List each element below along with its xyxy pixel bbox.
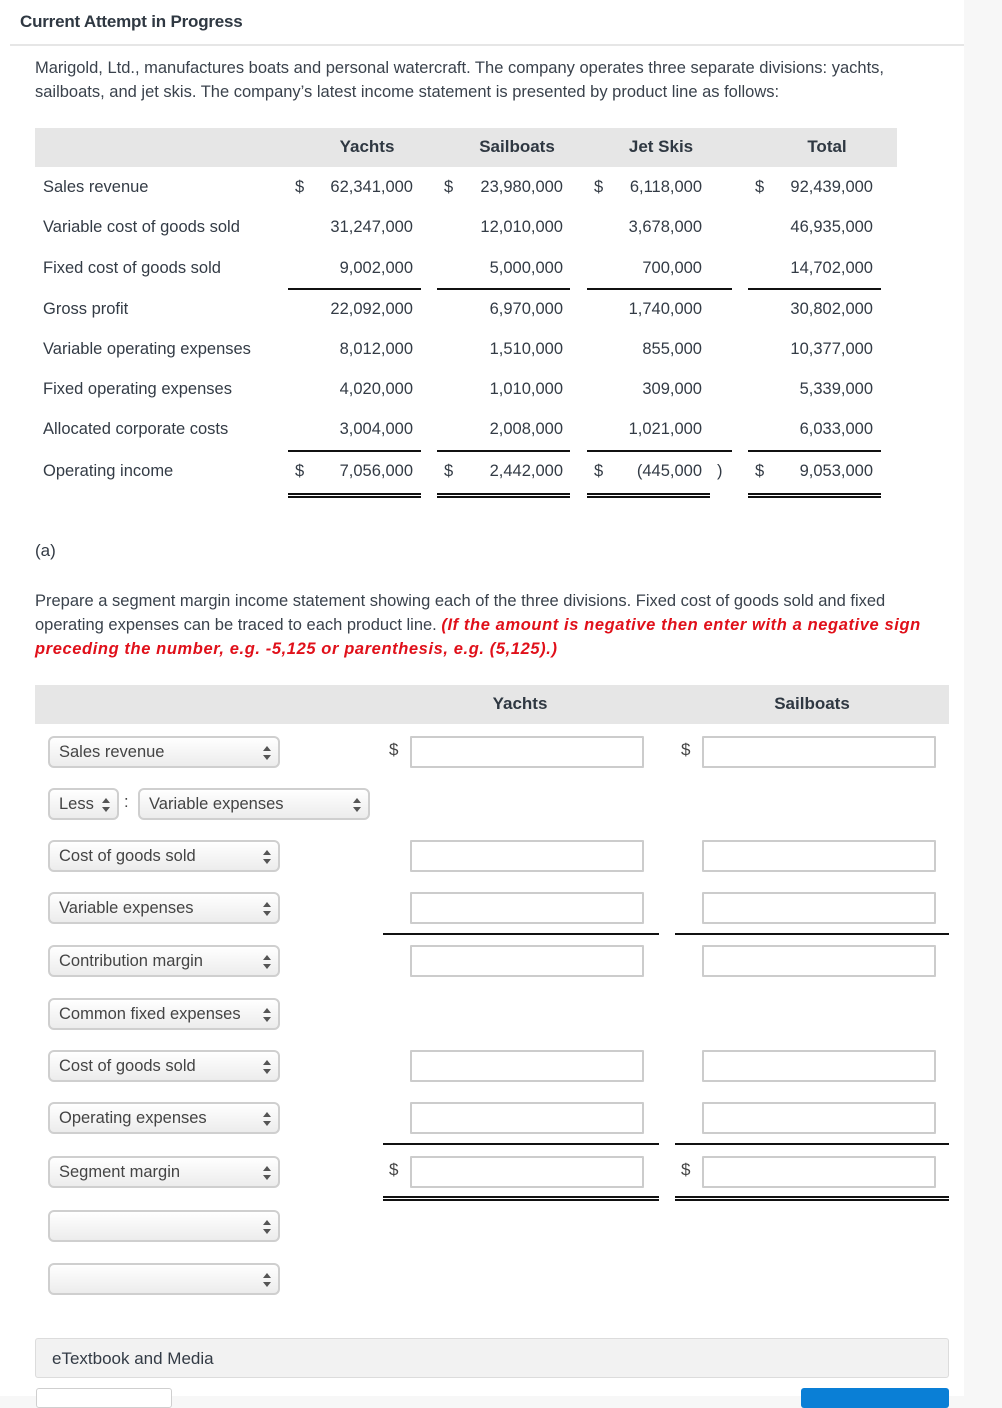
income-statement-row: [35, 370, 897, 410]
cell-value: 1,010,000: [489, 380, 563, 398]
total-double-rule: [587, 493, 710, 498]
column-header-yachts: Yachts: [339, 137, 395, 156]
subtotal-rule: [383, 1143, 659, 1145]
cell-value: 14,702,000: [790, 259, 873, 277]
select-arrows-icon: [263, 1060, 271, 1074]
select-value: Operating expenses: [59, 1109, 207, 1127]
currency-symbol: $: [681, 1160, 691, 1179]
row-label: Gross profit: [43, 300, 129, 318]
close-parenthesis: ): [717, 462, 723, 480]
income-statement-row: [35, 452, 897, 492]
sailboats-input[interactable]: [702, 840, 936, 872]
yachts-input[interactable]: [410, 1102, 644, 1134]
select-arrows-icon: [263, 1273, 271, 1287]
cell-value: 23,980,000: [480, 178, 563, 196]
total-double-rule: [675, 1196, 949, 1201]
currency-symbol: $: [295, 462, 305, 480]
select-value: Segment margin: [59, 1163, 181, 1181]
currency-symbol: $: [594, 462, 604, 480]
cell-value: 46,935,000: [790, 218, 873, 236]
separator-colon: :: [124, 793, 129, 811]
row-label: Fixed cost of goods sold: [43, 259, 221, 277]
sailboats-input[interactable]: [702, 945, 936, 977]
select-arrows-icon: [263, 955, 271, 969]
part-a-instructions: [35, 589, 955, 661]
yachts-input[interactable]: [410, 892, 644, 924]
subtotal-rule: [748, 450, 881, 452]
column-header-total: Total: [807, 137, 847, 156]
income-statement-row: [35, 290, 897, 330]
cell-value: 7,056,000: [339, 462, 413, 480]
cell-value: 9,053,000: [799, 462, 873, 480]
cell-value: 309,000: [642, 380, 702, 398]
line-item-select[interactable]: [48, 945, 280, 977]
cell-value: 22,092,000: [330, 300, 413, 318]
subtotal-rule: [288, 450, 421, 452]
row-label: Allocated corporate costs: [43, 420, 229, 438]
select-value: Sales revenue: [59, 743, 165, 761]
etextbook-media-bar[interactable]: [35, 1338, 949, 1378]
currency-symbol: $: [444, 178, 454, 196]
etextbook-label: eTextbook and Media: [52, 1349, 214, 1368]
select-arrows-icon: [353, 798, 361, 812]
line-item-select[interactable]: [48, 1210, 280, 1242]
select-value: Less: [59, 795, 94, 813]
cell-value: 1,510,000: [489, 340, 563, 358]
yachts-input[interactable]: [410, 1050, 644, 1082]
cell-value: 30,802,000: [790, 300, 873, 318]
income-statement-row: [35, 168, 897, 208]
line-item-select[interactable]: [48, 1156, 280, 1188]
income-statement-row: [35, 330, 897, 370]
cell-value: 10,377,000: [790, 340, 873, 358]
cell-value: 3,678,000: [628, 218, 702, 236]
sailboats-input[interactable]: [702, 1102, 936, 1134]
line-item-select[interactable]: [48, 1263, 280, 1295]
answer-column-sailboats: Sailboats: [774, 694, 850, 713]
cell-value: 8,012,000: [339, 340, 413, 358]
cell-value: 12,010,000: [480, 218, 563, 236]
subtotal-rule: [675, 933, 949, 935]
line-item-select[interactable]: [138, 788, 370, 820]
row-label: Variable cost of goods sold: [43, 218, 240, 236]
cell-value: 9,002,000: [339, 259, 413, 277]
cell-value: 700,000: [642, 259, 702, 277]
select-value: Cost of goods sold: [59, 847, 196, 865]
divider: [10, 44, 964, 46]
subtotal-rule: [587, 450, 732, 452]
subtotal-rule: [437, 450, 570, 452]
cell-value: 31,247,000: [330, 218, 413, 236]
sailboats-input[interactable]: [702, 1050, 936, 1082]
yachts-input[interactable]: [410, 736, 644, 768]
select-arrows-icon: [263, 850, 271, 864]
currency-symbol: $: [681, 740, 691, 759]
select-value: Variable expenses: [149, 795, 284, 813]
currency-symbol: $: [295, 178, 305, 196]
cell-value: 2,008,000: [489, 420, 563, 438]
right-gutter: [964, 0, 1002, 1396]
line-item-select[interactable]: [48, 892, 280, 924]
cell-value: 6,970,000: [489, 300, 563, 318]
line-item-select[interactable]: [48, 1050, 280, 1082]
line-item-select[interactable]: [48, 998, 280, 1030]
subtotal-rule: [437, 288, 570, 290]
currency-symbol: $: [389, 1160, 399, 1179]
currency-symbol: $: [389, 740, 399, 759]
total-double-rule: [748, 493, 881, 498]
row-label: Sales revenue: [43, 178, 149, 196]
cell-value: 62,341,000: [330, 178, 413, 196]
yachts-input[interactable]: [410, 1156, 644, 1188]
cell-value: 1,740,000: [628, 300, 702, 318]
total-double-rule: [437, 493, 570, 498]
sailboats-input[interactable]: [702, 736, 936, 768]
secondary-button[interactable]: [36, 1388, 172, 1408]
select-value: Contribution margin: [59, 952, 203, 970]
cell-value: 5,000,000: [489, 259, 563, 277]
cell-value: 855,000: [642, 340, 702, 358]
income-statement-row: [35, 249, 897, 289]
row-label: Fixed operating expenses: [43, 380, 232, 398]
income-statement-row: [35, 208, 897, 248]
income-statement-header: [35, 128, 897, 167]
subtotal-rule: [748, 288, 881, 290]
cell-value: 6,033,000: [799, 420, 873, 438]
select-arrows-icon: [263, 746, 271, 760]
select-arrows-icon: [263, 1166, 271, 1180]
problem-intro: Marigold, Ltd., manufactures boats and personal watercraft. The company operates three separate divisions: yachts, sailboats, and jet skis. The company’s latest income statement is presented by product line as follows:: [35, 59, 884, 101]
subtotal-rule: [587, 288, 732, 290]
select-arrows-icon: [263, 1220, 271, 1234]
select-arrows-icon: [263, 1008, 271, 1022]
currency-symbol: $: [755, 178, 765, 196]
part-a-label: (a): [35, 541, 56, 560]
line-item-select[interactable]: [48, 840, 280, 872]
select-arrows-icon: [263, 902, 271, 916]
currency-symbol: $: [755, 462, 765, 480]
column-header-sailboats: Sailboats: [479, 137, 555, 156]
income-statement-row: [35, 410, 897, 450]
sailboats-input[interactable]: [702, 1156, 936, 1188]
answer-column-yachts: Yachts: [492, 694, 548, 713]
sailboats-input[interactable]: [702, 892, 936, 924]
select-arrows-icon: [263, 1112, 271, 1126]
subtotal-rule: [383, 933, 659, 935]
cell-value: 5,339,000: [799, 380, 873, 398]
select-value: Cost of goods sold: [59, 1057, 196, 1075]
cell-value: (445,000: [636, 462, 702, 480]
column-header-jet-skis: Jet Skis: [628, 137, 694, 156]
primary-button[interactable]: [801, 1388, 949, 1408]
select-value: Common fixed expenses: [59, 1005, 241, 1023]
instructions-text: Prepare a segment margin income statement showing each of the three divisions. Fixed cost of goods sold and fixed operating expenses can be traced to each product line.: [35, 592, 886, 634]
select-arrows-icon: [102, 798, 110, 812]
subtotal-rule: [288, 288, 421, 290]
total-double-rule: [288, 493, 421, 498]
yachts-input[interactable]: [410, 945, 644, 977]
row-label: Operating income: [43, 462, 174, 480]
cell-value: 1,021,000: [628, 420, 702, 438]
cell-value: 92,439,000: [790, 178, 873, 196]
line-item-select[interactable]: [48, 1102, 280, 1134]
row-label: Variable operating expenses: [43, 340, 251, 358]
cell-value: 3,004,000: [339, 420, 413, 438]
select-value: Variable expenses: [59, 899, 194, 917]
cell-value: 6,118,000: [629, 178, 702, 196]
answer-table-header: [35, 685, 949, 724]
currency-symbol: $: [594, 178, 604, 196]
attempt-title: Current Attempt in Progress: [20, 12, 243, 31]
line-item-select[interactable]: [48, 736, 280, 768]
yachts-input[interactable]: [410, 840, 644, 872]
cell-value: 4,020,000: [339, 380, 413, 398]
subtotal-rule: [675, 1143, 949, 1145]
cell-value: 2,442,000: [489, 462, 563, 480]
currency-symbol: $: [444, 462, 454, 480]
less-select[interactable]: [48, 788, 119, 820]
total-double-rule: [383, 1196, 659, 1201]
negative-entry-note: (If the amount is negative then enter with a negative sign preceding the number, e.g. -5,125 or parenthesis, e.g. (5,125).): [35, 616, 921, 658]
